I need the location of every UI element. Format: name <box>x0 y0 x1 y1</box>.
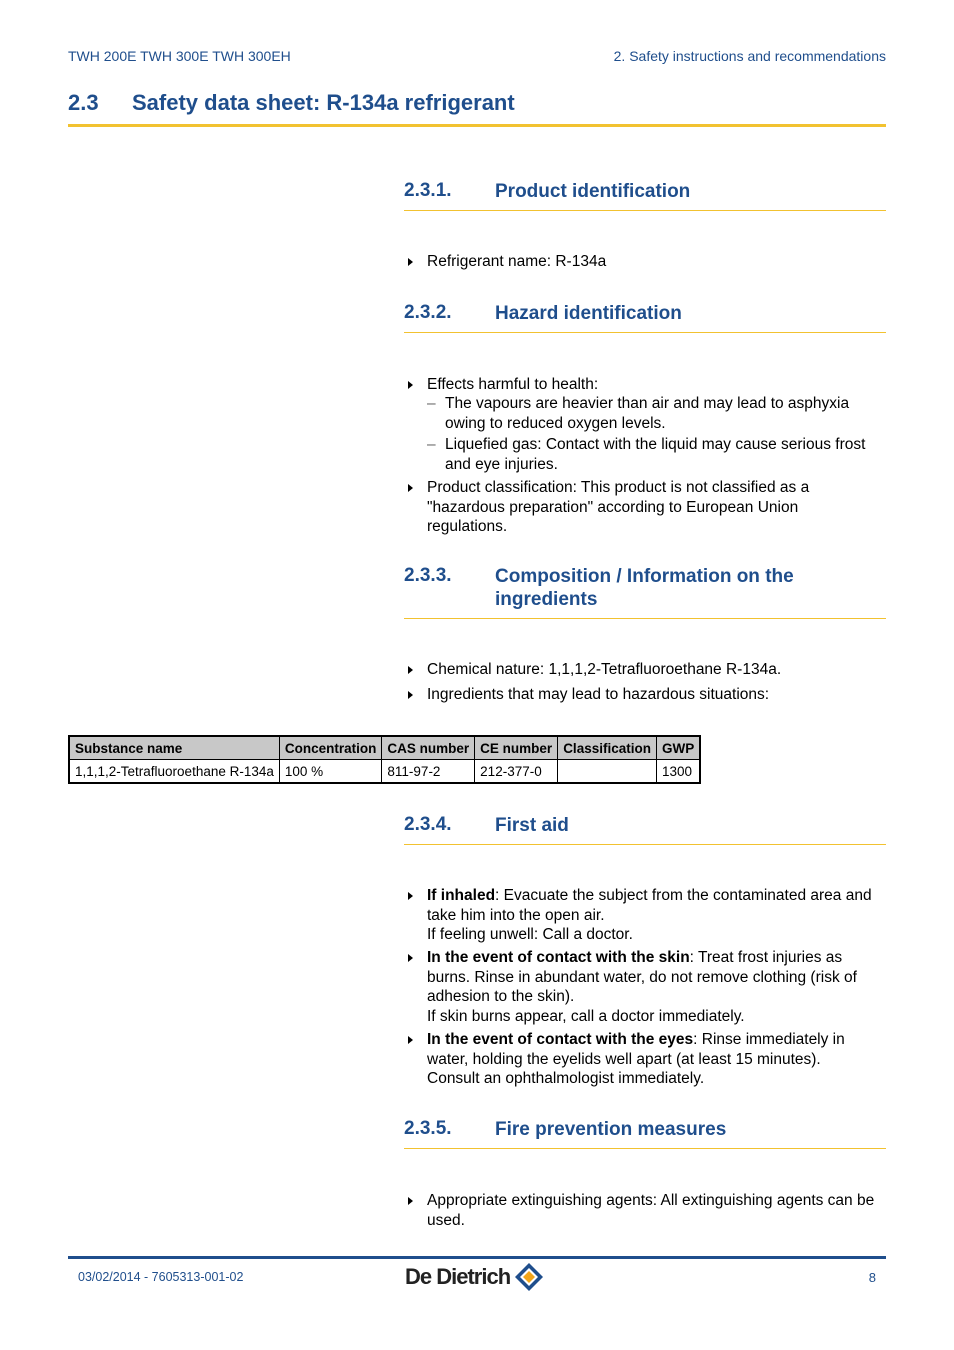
diamond-logo-icon <box>513 1261 545 1293</box>
list-item-text: Effects harmful to health: <box>427 376 599 393</box>
bullet-arrow-icon <box>408 258 413 266</box>
list-item <box>404 685 888 705</box>
header-doc-title: TWH 200E TWH 300E TWH 300EH <box>68 48 291 64</box>
subsection-product-identification <box>404 180 886 211</box>
section-title: Safety data sheet: R-134a refrigerant <box>132 90 515 115</box>
table-header: Substance name <box>69 736 279 760</box>
section-number: 2.3 <box>68 90 99 115</box>
section-heading <box>68 90 886 127</box>
list-item-text <box>427 1030 888 1089</box>
dash-icon: – <box>427 436 436 453</box>
list-item-rest: : Treat frost injuries as burns. Rinse in abundant water, do not remove clothing (risk of adhesion to the skin). <box>427 949 857 1005</box>
subsection-fire-prevention <box>404 1118 886 1149</box>
table-header: CAS number <box>382 736 475 760</box>
table-header: Concentration <box>279 736 382 760</box>
header-chapter-title: 2. Safety instructions and recommendations <box>613 48 886 64</box>
list-item-line2: If skin burns appear, call a doctor immediately. <box>427 1007 745 1025</box>
list-item-text <box>427 886 888 945</box>
footer-divider <box>68 1256 886 1259</box>
table-cell: 100 % <box>279 760 382 784</box>
bullet-arrow-icon <box>408 381 413 389</box>
table-cell: 1300 <box>656 760 700 784</box>
subsection-title <box>495 565 794 611</box>
sub-list-item-text: Liquefied gas: Contact with the liquid may cause serious frost and eye injuries. <box>445 436 866 473</box>
bullet-arrow-icon <box>408 1197 413 1205</box>
list-item <box>404 478 844 537</box>
list-item <box>404 1191 888 1230</box>
subsection-title: First aid <box>495 815 569 836</box>
list-item <box>404 1030 888 1089</box>
subsection-composition <box>404 565 886 619</box>
table-cell <box>558 760 657 784</box>
table-row <box>69 760 700 784</box>
list-item-bold: If inhaled <box>427 887 496 904</box>
bullet-arrow-icon <box>408 954 413 962</box>
list-item-text: Refrigerant name: R-134a <box>427 253 607 270</box>
page-number: 8 <box>868 1270 876 1285</box>
list-item-rest: : Rinse immediately in water, holding the eyelids well apart (at least 15 minutes). <box>427 1031 845 1068</box>
subsection-number: 2.3.5. <box>404 1118 452 1139</box>
subsection-title: Product identification <box>495 181 691 202</box>
brand-logo <box>405 1262 545 1292</box>
table-header: CE number <box>475 736 558 760</box>
table-header-row <box>69 736 700 760</box>
subsection-title-line2: ingredients <box>495 589 598 610</box>
bullet-arrow-icon <box>408 666 413 674</box>
subsection-number: 2.3.2. <box>404 302 452 323</box>
list-item <box>404 660 888 680</box>
list-item-rest: : Evacuate the subject from the contaminated area and take him into the open air. <box>427 887 872 924</box>
list-item-line2: If feeling unwell: Call a doctor. <box>427 926 633 943</box>
list-item <box>404 252 888 272</box>
list-item-bold: In the event of contact with the skin <box>427 949 690 966</box>
sub-list-item-text: The vapours are heavier than air and may lead to asphyxia owing to reduced oxygen levels. <box>445 395 850 432</box>
footer-doc-reference: 03/02/2014 - 7605313-001-02 <box>78 1270 244 1284</box>
brand-logo-text: De Dietrich <box>405 1264 511 1289</box>
sub-list-item <box>427 394 887 433</box>
list-item-line2: Consult an ophthalmologist immediately. <box>427 1070 705 1087</box>
subsection-title-line1: Composition / Information on the <box>495 566 794 587</box>
bullet-arrow-icon <box>408 1036 413 1044</box>
sub-list-item <box>427 435 887 474</box>
list-item-text: Product classification: This product is not classified as a "hazardous preparation" according to European Union regulations. <box>427 479 810 535</box>
subsection-title: Hazard identification <box>495 303 682 324</box>
bullet-arrow-icon <box>408 484 413 492</box>
subsection-hazard-identification <box>404 302 886 333</box>
subsection-number: 2.3.1. <box>404 180 452 201</box>
list-item <box>404 886 888 945</box>
bullet-arrow-icon <box>408 892 413 900</box>
list-item-bold: In the event of contact with the eyes <box>427 1031 694 1048</box>
table-header: Classification <box>558 736 657 760</box>
subsection-number: 2.3.3. <box>404 565 452 586</box>
bullet-arrow-icon <box>408 691 413 699</box>
list-item <box>404 948 888 1026</box>
subsection-number: 2.3.4. <box>404 814 452 835</box>
table-cell: 212-377-0 <box>475 760 558 784</box>
table-cell: 1,1,1,2-Tetrafluoroethane R-134a <box>69 760 279 784</box>
list-item-text: Chemical nature: 1,1,1,2-Tetrafluoroethane R-134a. <box>427 661 782 678</box>
list-item-text: Appropriate extinguishing agents: All extinguishing agents can be used. <box>427 1192 875 1229</box>
table-header: GWP <box>656 736 700 760</box>
list-item <box>404 375 888 395</box>
list-item-text <box>427 948 888 1026</box>
list-item-text: Ingredients that may lead to hazardous situations: <box>427 686 770 703</box>
dash-icon: – <box>427 395 436 412</box>
substance-table <box>68 735 701 784</box>
subsection-first-aid <box>404 814 886 845</box>
table-cell: 811-97-2 <box>382 760 475 784</box>
subsection-title: Fire prevention measures <box>495 1119 727 1140</box>
